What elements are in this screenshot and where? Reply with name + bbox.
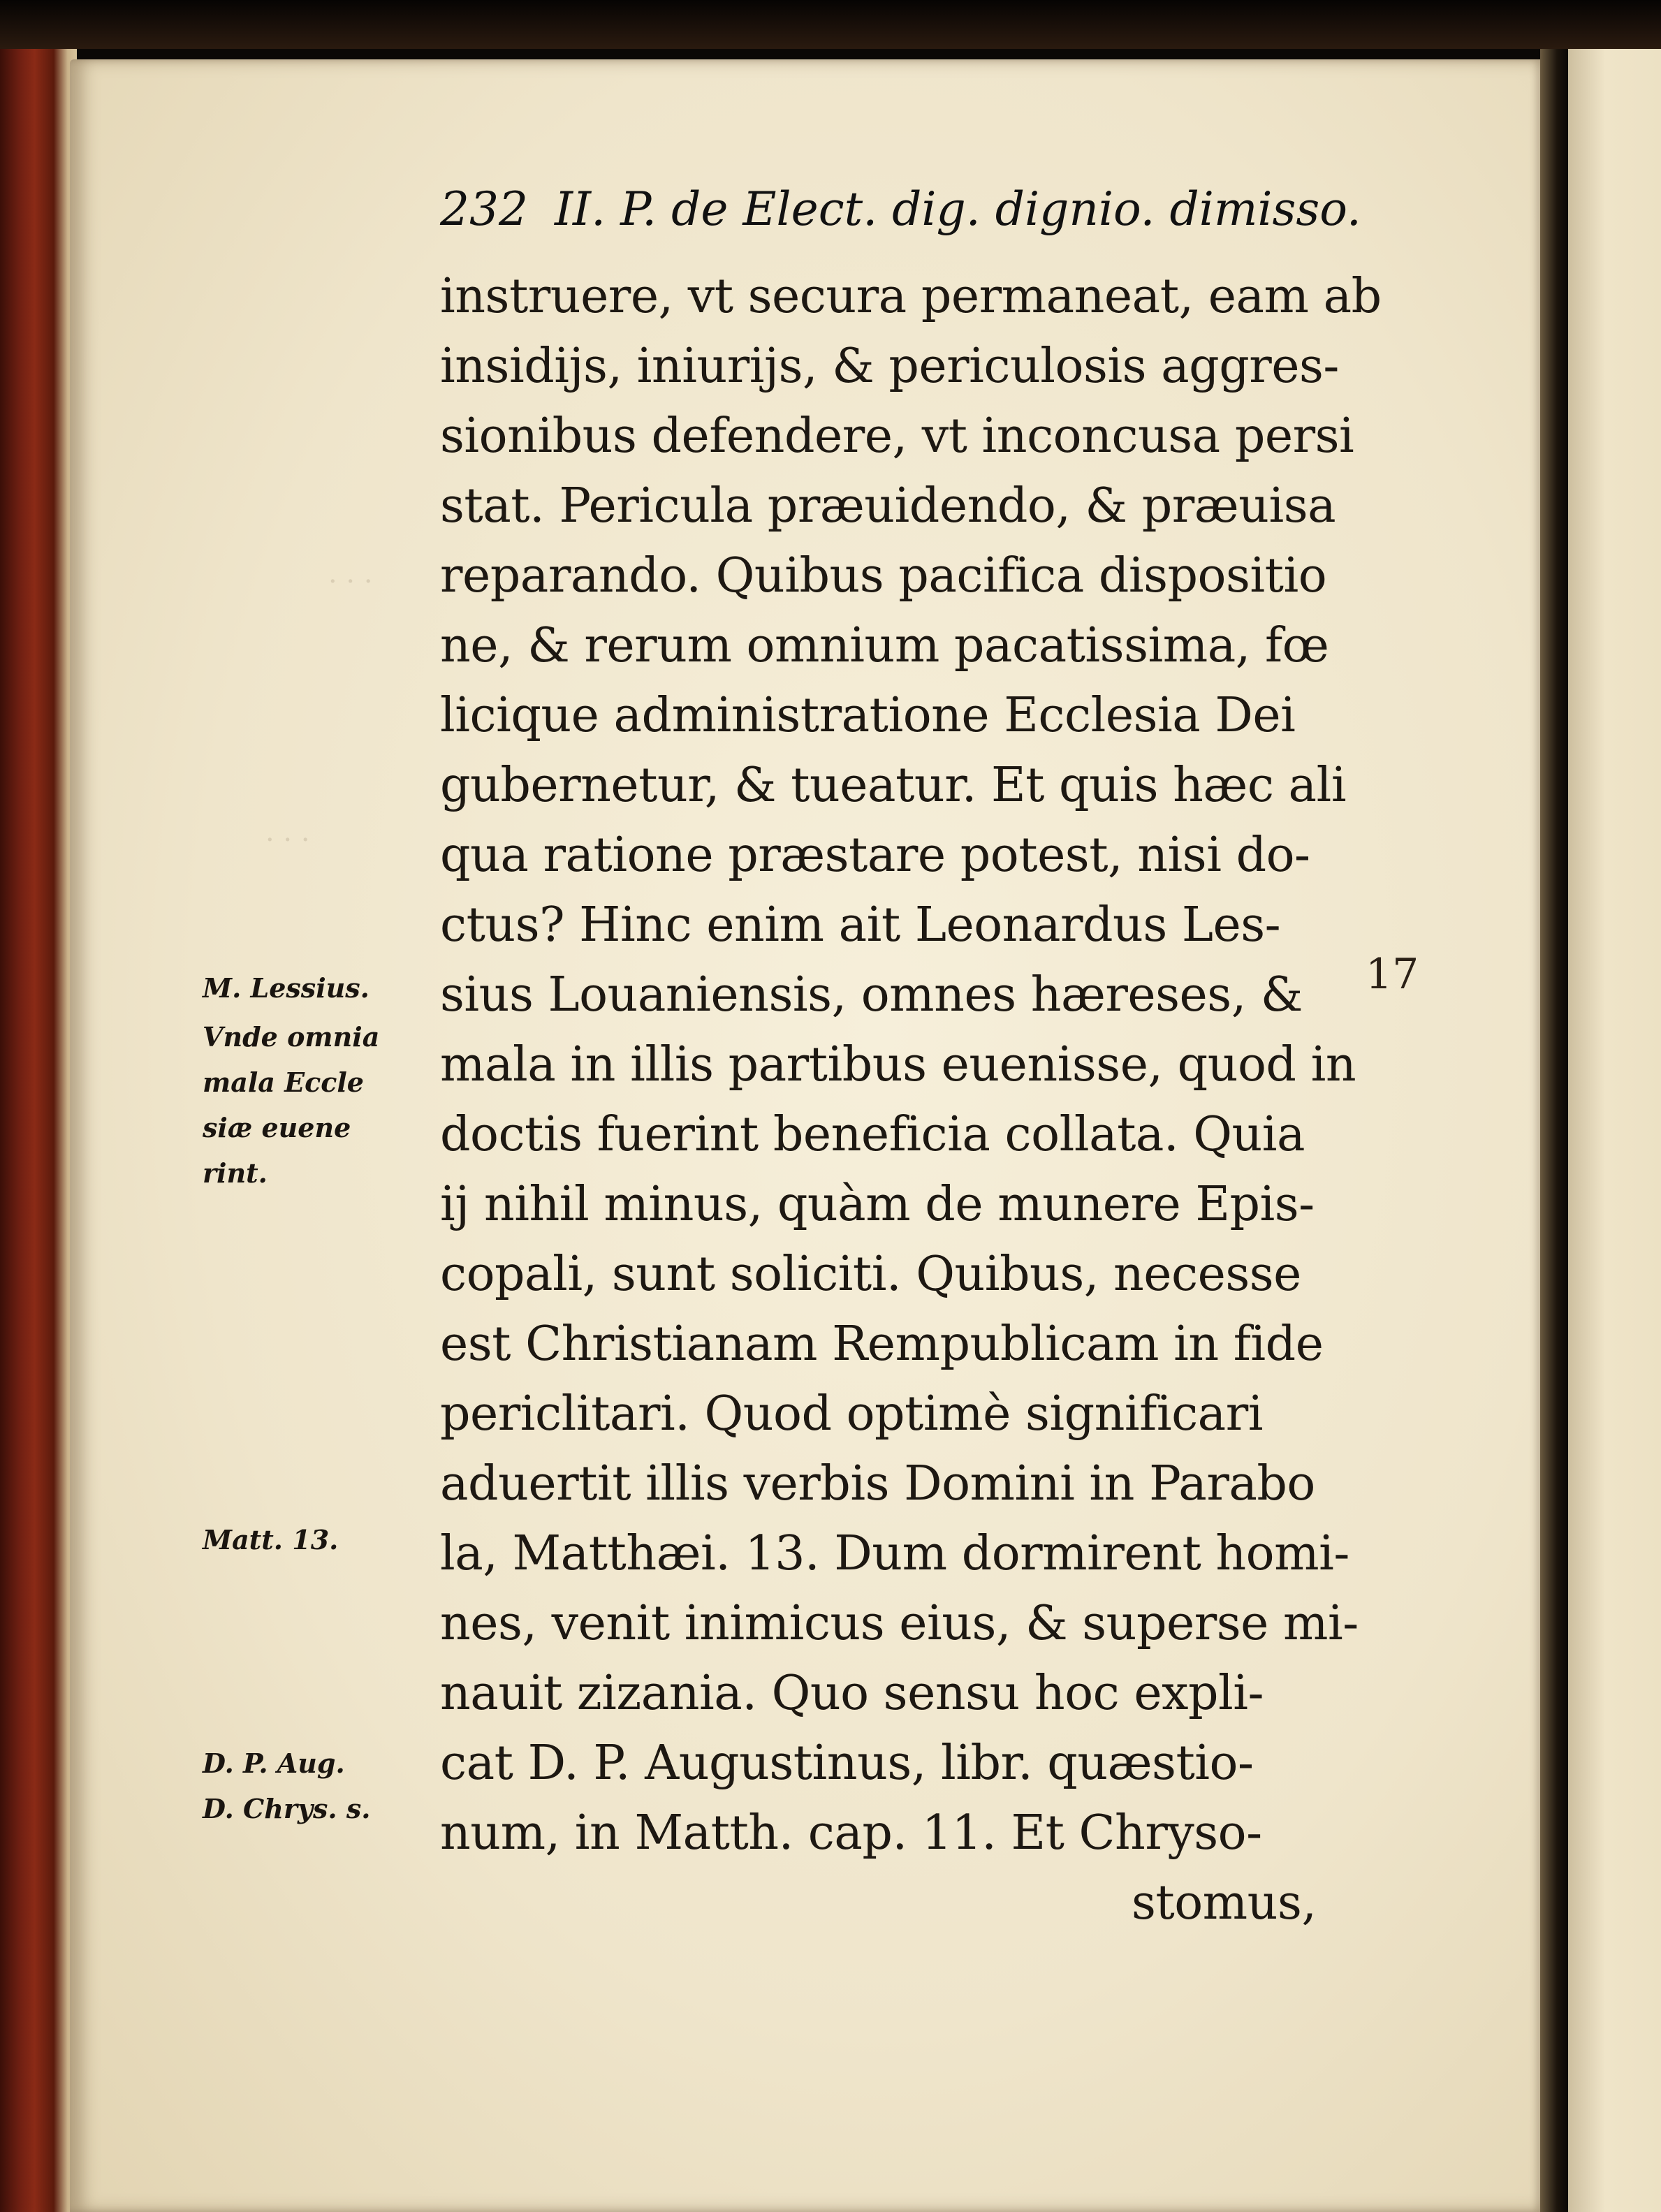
margin-note: mala Eccle [203, 1067, 364, 1098]
body-line: sius Louaniensis, omnes hæreses, & [440, 967, 1303, 1023]
body-line: sionibus defendere, vt inconcusa persi [440, 409, 1354, 464]
body-line: doctis fuerint beneficia collata. Quia [440, 1107, 1305, 1162]
body-line: mala in illis partibus euenisse, quod in [440, 1037, 1356, 1092]
body-line: est Christianam Rempublicam in fide [440, 1317, 1324, 1372]
body-line: ne, & rerum omnium pacatissima, fœ [440, 618, 1329, 673]
top-shadow [0, 0, 1661, 49]
body-line: ctus? Hinc enim ait Leonardus Les- [440, 898, 1281, 953]
body-line: licique administratione Ecclesia Dei [440, 688, 1296, 743]
body-line: insidijs, iniurijs, & periculosis aggres- [440, 339, 1339, 394]
page-number: 232 [440, 182, 528, 236]
body-line: copali, sunt soliciti. Quibus, necesse [440, 1247, 1301, 1302]
body-line: num, in Matth. cap. 11. Et Chryso- [440, 1806, 1262, 1861]
body-line: qua ratione præstare potest, nisi do- [440, 828, 1310, 883]
running-head [440, 171, 1376, 248]
facing-page-edge [1568, 49, 1661, 2212]
body-line: instruere, vt secura permaneat, eam ab [440, 269, 1382, 324]
show-through: · · · [265, 824, 310, 856]
body-line: periclitari. Quod optimè significari [440, 1386, 1263, 1442]
catchword: stomus, [1132, 1875, 1317, 1931]
body-line: nauit zizania. Quo sensu hoc expli- [440, 1666, 1264, 1721]
body-line: la, Matthæi. 13. Dum dormirent homi- [440, 1526, 1349, 1581]
margin-note: M. Lessius. [203, 972, 369, 1004]
margin-note: rint. [203, 1157, 268, 1189]
body-line: reparando. Quibus pacifica dispositio [440, 548, 1327, 603]
margin-note: Matt. 13. [203, 1524, 339, 1555]
margin-note: Vnde omnia [203, 1021, 380, 1053]
margin-note: D. P. Aug. [203, 1748, 345, 1779]
body-line: aduertit illis verbis Domini in Parabo [440, 1456, 1315, 1511]
body-line: nes, venit inimicus eius, & superse mi- [440, 1596, 1359, 1651]
running-head-title: II. P. de Elect. dig. dignio. dimisso. [554, 182, 1361, 236]
margin-note: D. Chrys. s. [203, 1793, 371, 1824]
body-line: stat. Pericula præuidendo, & præuisa [440, 478, 1336, 534]
body-line: cat D. P. Augustinus, libr. quæstio- [440, 1736, 1254, 1791]
show-through: · · · [328, 566, 373, 598]
body-line: ij nihil minus, quàm de munere Epis- [440, 1177, 1315, 1232]
book-edge [0, 49, 77, 2212]
margin-note: siæ euene [203, 1112, 351, 1143]
gutter [1540, 49, 1568, 2212]
body-line: gubernetur, & tueatur. Et quis hæc ali [440, 758, 1347, 813]
side-marker: 17 [1366, 950, 1419, 999]
